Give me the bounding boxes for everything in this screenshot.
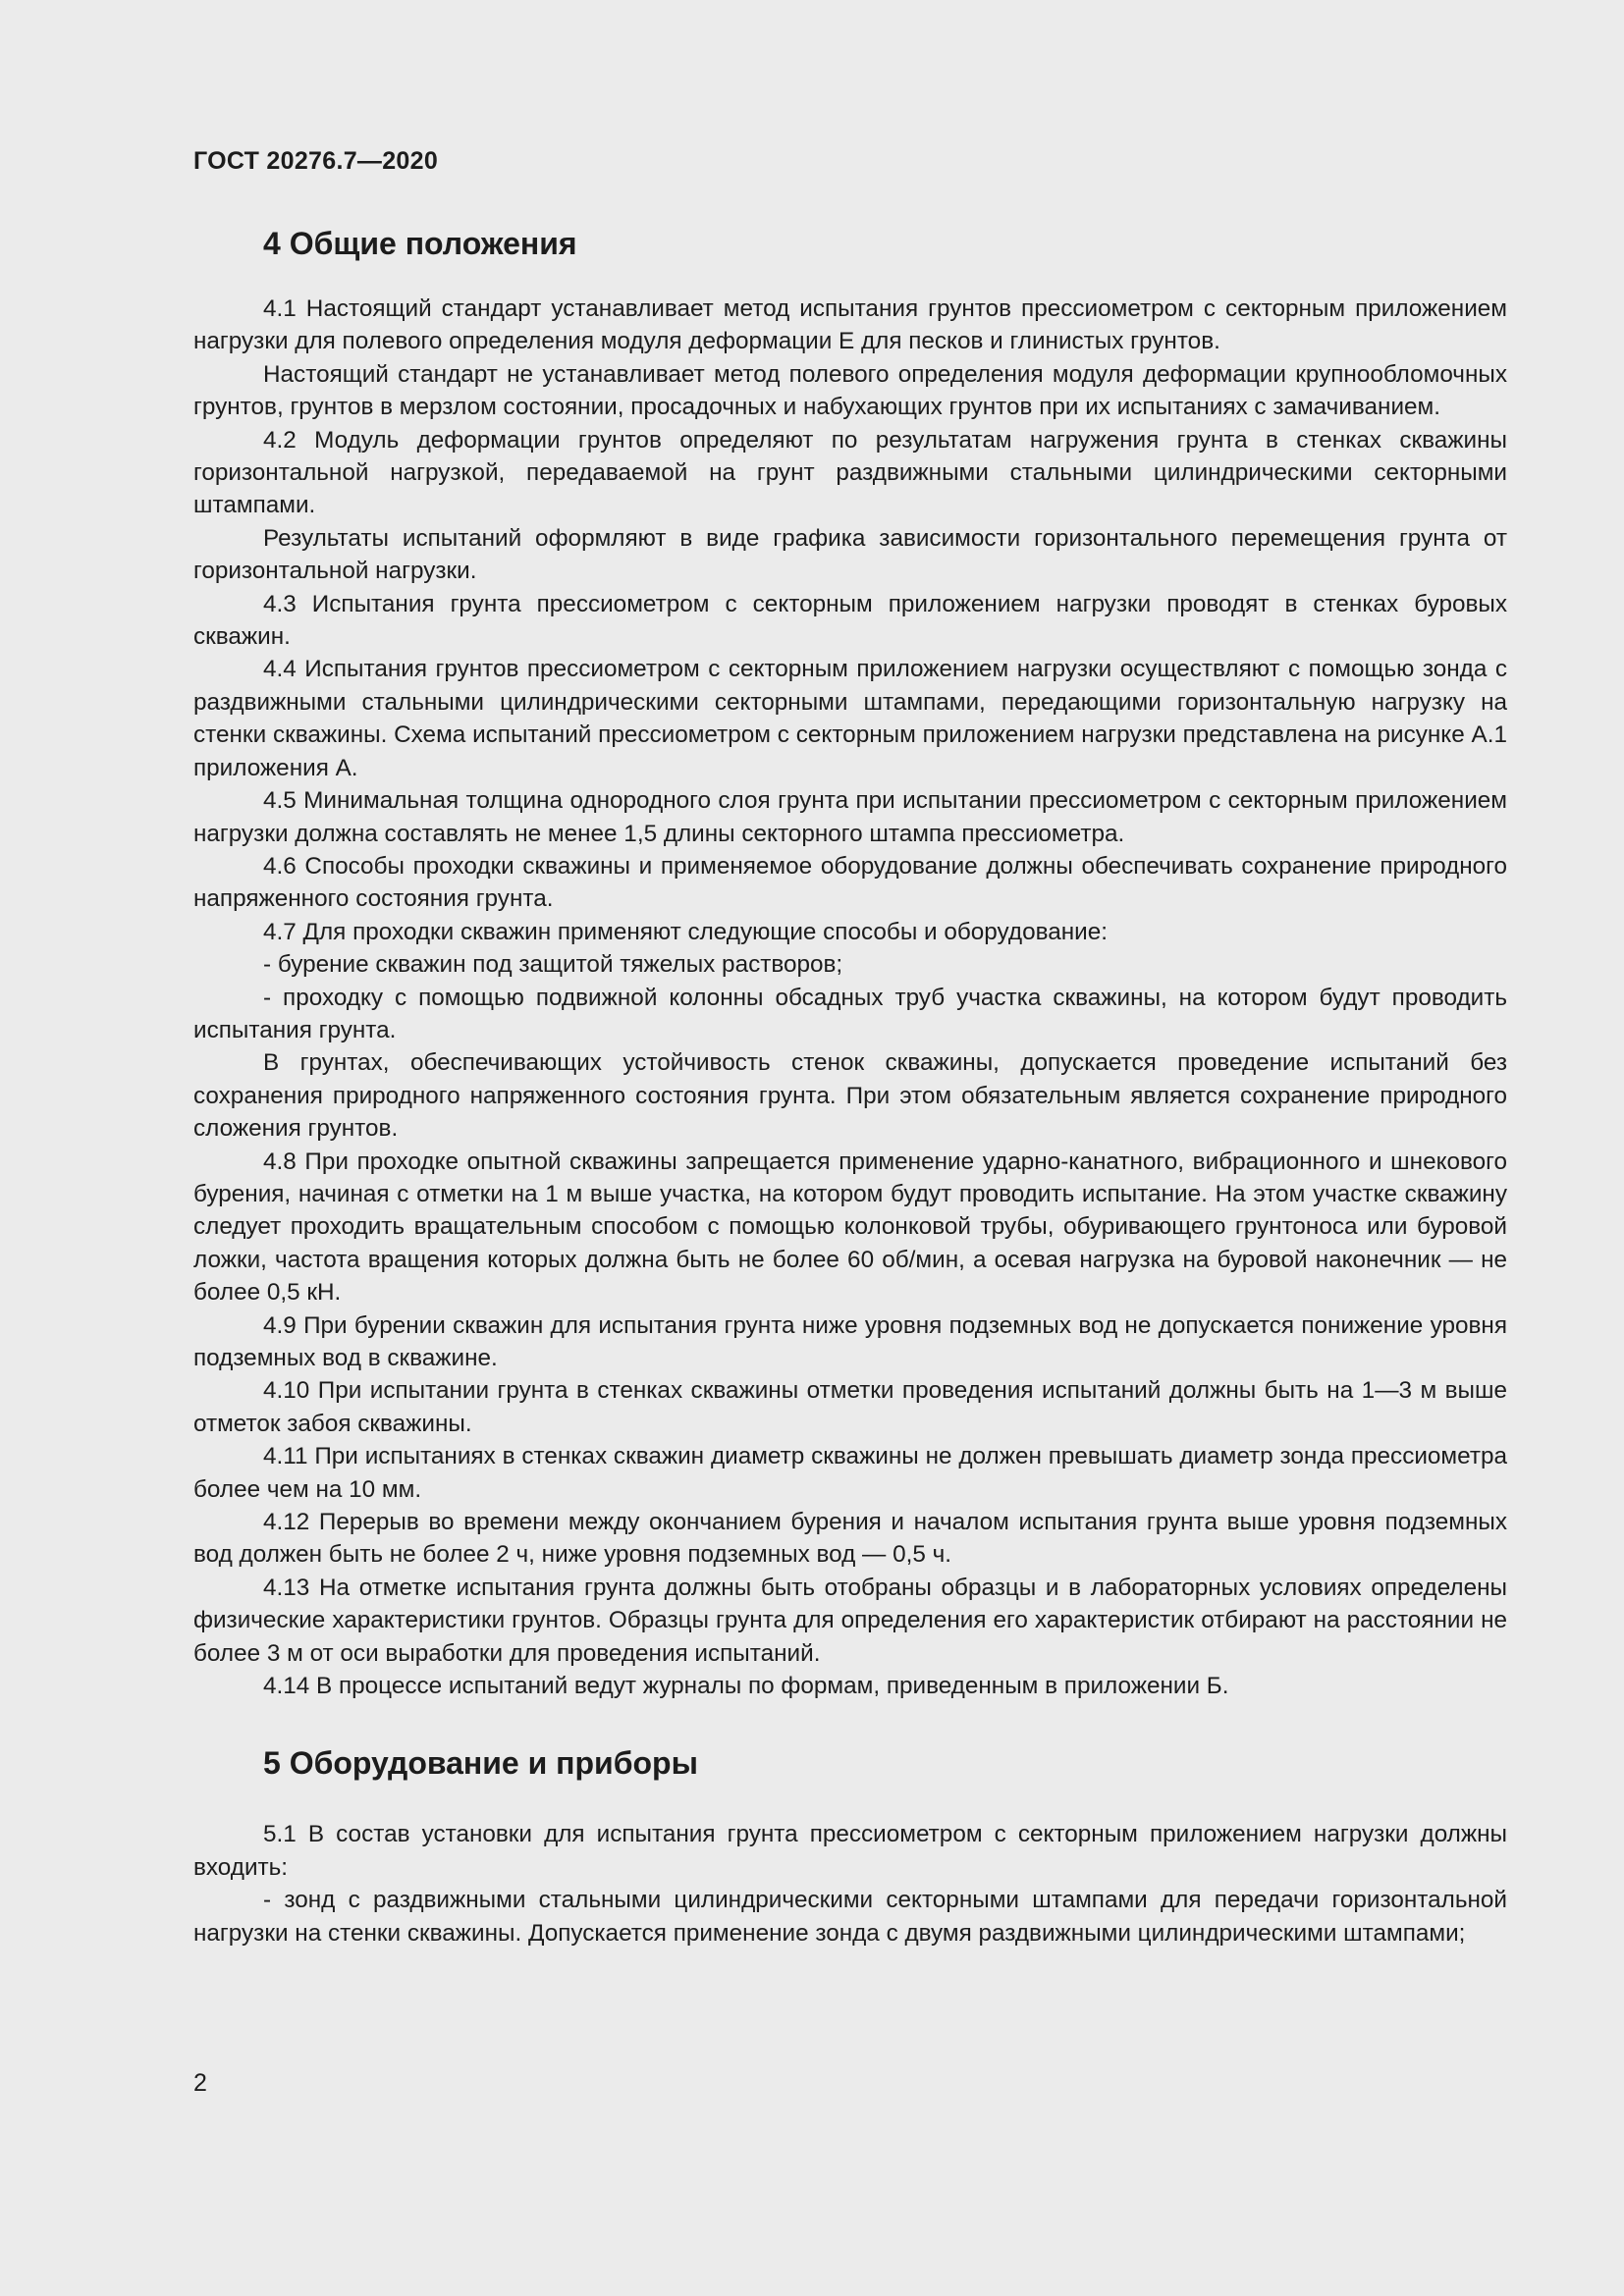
list-item: - проходку с помощью подвижной колонны обсадных труб участка скважины, на котором будут проводить испытания грунта. <box>193 984 1507 1043</box>
document-header: ГОСТ 20276.7—2020 <box>193 147 439 175</box>
paragraph: 4.12 Перерыв во времени между окончанием бурения и началом испытания грунта выше уровня подземных вод должен быть не более 2 ч, ниже уровня подземных вод — 0,5 ч. <box>193 1509 1507 1569</box>
list-item: - бурение скважин под защитой тяжелых растворов; <box>263 951 843 979</box>
paragraph: 4.13 На отметке испытания грунта должны быть отобраны образцы и в лабораторных условиях определены физические характеристики грунтов. Образцы грунта для определения его характеристик отбирают на расстоянии не более 3 м от оси выработки для проведения испытаний. <box>193 1574 1507 1667</box>
section-5-title: 5 Оборудование и приборы <box>263 1745 698 1782</box>
paragraph: 4.8 При проходке опытной скважины запрещается применение ударно-канатного, вибрационного и шнекового бурения, начиная с отметки на 1 м выше участка, на котором будут проводить испытание. На этом участке скважину следует проходить вращательным способом с помощью колонковой трубы, обуривающего грунтоноса или буровой ложки, частота вращения которых должна быть не более 60 об/мин, а осевая нагрузка на буровой наконечник — не более 0,5 кН. <box>193 1148 1507 1307</box>
paragraph: 4.10 При испытании грунта в стенках скважины отметки проведения испытаний должны быть на 1—3 м выше отметок забоя скважины. <box>193 1377 1507 1437</box>
paragraph: 4.9 При бурении скважин для испытания грунта ниже уровня подземных вод не допускается понижение уровня подземных вод в скважине. <box>193 1311 1507 1371</box>
paragraph: Настоящий стандарт не устанавливает метод полевого определения модуля деформации крупнообломочных грунтов, грунтов в мерзлом состоянии, просадочных и набухающих грунтов при их испытаниях с замачиванием. <box>193 360 1507 421</box>
paragraph: В грунтах, обеспечивающих устойчивость стенок скважины, допускается проведение испытаний без сохранения природного напряженного состояния грунта. При этом обязательным является сохранение природного сложения грунтов. <box>193 1049 1507 1143</box>
section-4-title: 4 Общие положения <box>263 226 577 261</box>
paragraph: 4.7 Для проходки скважин применяют следующие способы и оборудование: <box>263 918 1108 945</box>
paragraph: 4.11 При испытаниях в стенках скважин диаметр скважины не должен превышать диаметр зонда прессиометра более чем на 10 мм. <box>193 1443 1507 1503</box>
document-body <box>193 218 1507 1949</box>
paragraph: 4.4 Испытания грунтов прессиометром с секторным приложением нагрузки осуществляют с помощью зонда с раздвижными стальными цилиндрическими секторными штампами, передающими горизонтальную нагрузку на стенки скважины. Схема испытаний прессиометром с секторным приложением нагрузки представлена на рисунке А.1 приложения А. <box>193 656 1507 781</box>
paragraph: 4.14 В процессе испытаний ведут журналы по формам, приведенным в приложении Б. <box>263 1673 1229 1700</box>
paragraph: 4.6 Способы проходки скважины и применяемое оборудование должны обеспечивать сохранение природного напряженного состояния грунта. <box>193 852 1507 913</box>
paragraph: 4.3 Испытания грунта прессиометром с секторным приложением нагрузки проводят в стенках буровых скважин. <box>193 590 1507 651</box>
list-item: - зонд с раздвижными стальными цилиндрическими секторными штампами для передачи горизонтальной нагрузки на стенки скважины. Допускается применение зонда с двумя раздвижными цилиндрическими штампами; <box>193 1887 1507 1947</box>
paragraph: Результаты испытаний оформляют в виде графика зависимости горизонтального перемещения грунта от горизонтальной нагрузки. <box>193 524 1507 585</box>
paragraph: 5.1 В состав установки для испытания грунта прессиометром с секторным приложением нагрузки должны входить: <box>193 1821 1507 1881</box>
paragraph: 4.1 Настоящий стандарт устанавливает метод испытания грунтов прессиометром с секторным приложением нагрузки для полевого определения модуля деформации E для песков и глинистых грунтов. <box>193 295 1507 355</box>
paragraph: 4.5 Минимальная толщина однородного слоя грунта при испытании прессиометром с секторным приложением нагрузки должна составлять не менее 1,5 длины секторного штампа прессиометра. <box>193 787 1507 847</box>
page-number: 2 <box>193 2069 207 2097</box>
paragraph: 4.2 Модуль деформации грунтов определяют по результатам нагружения грунта в стенках скважины горизонтальной нагрузкой, передаваемой на грунт раздвижными стальными цилиндрическими секторными штампами. <box>193 426 1507 519</box>
